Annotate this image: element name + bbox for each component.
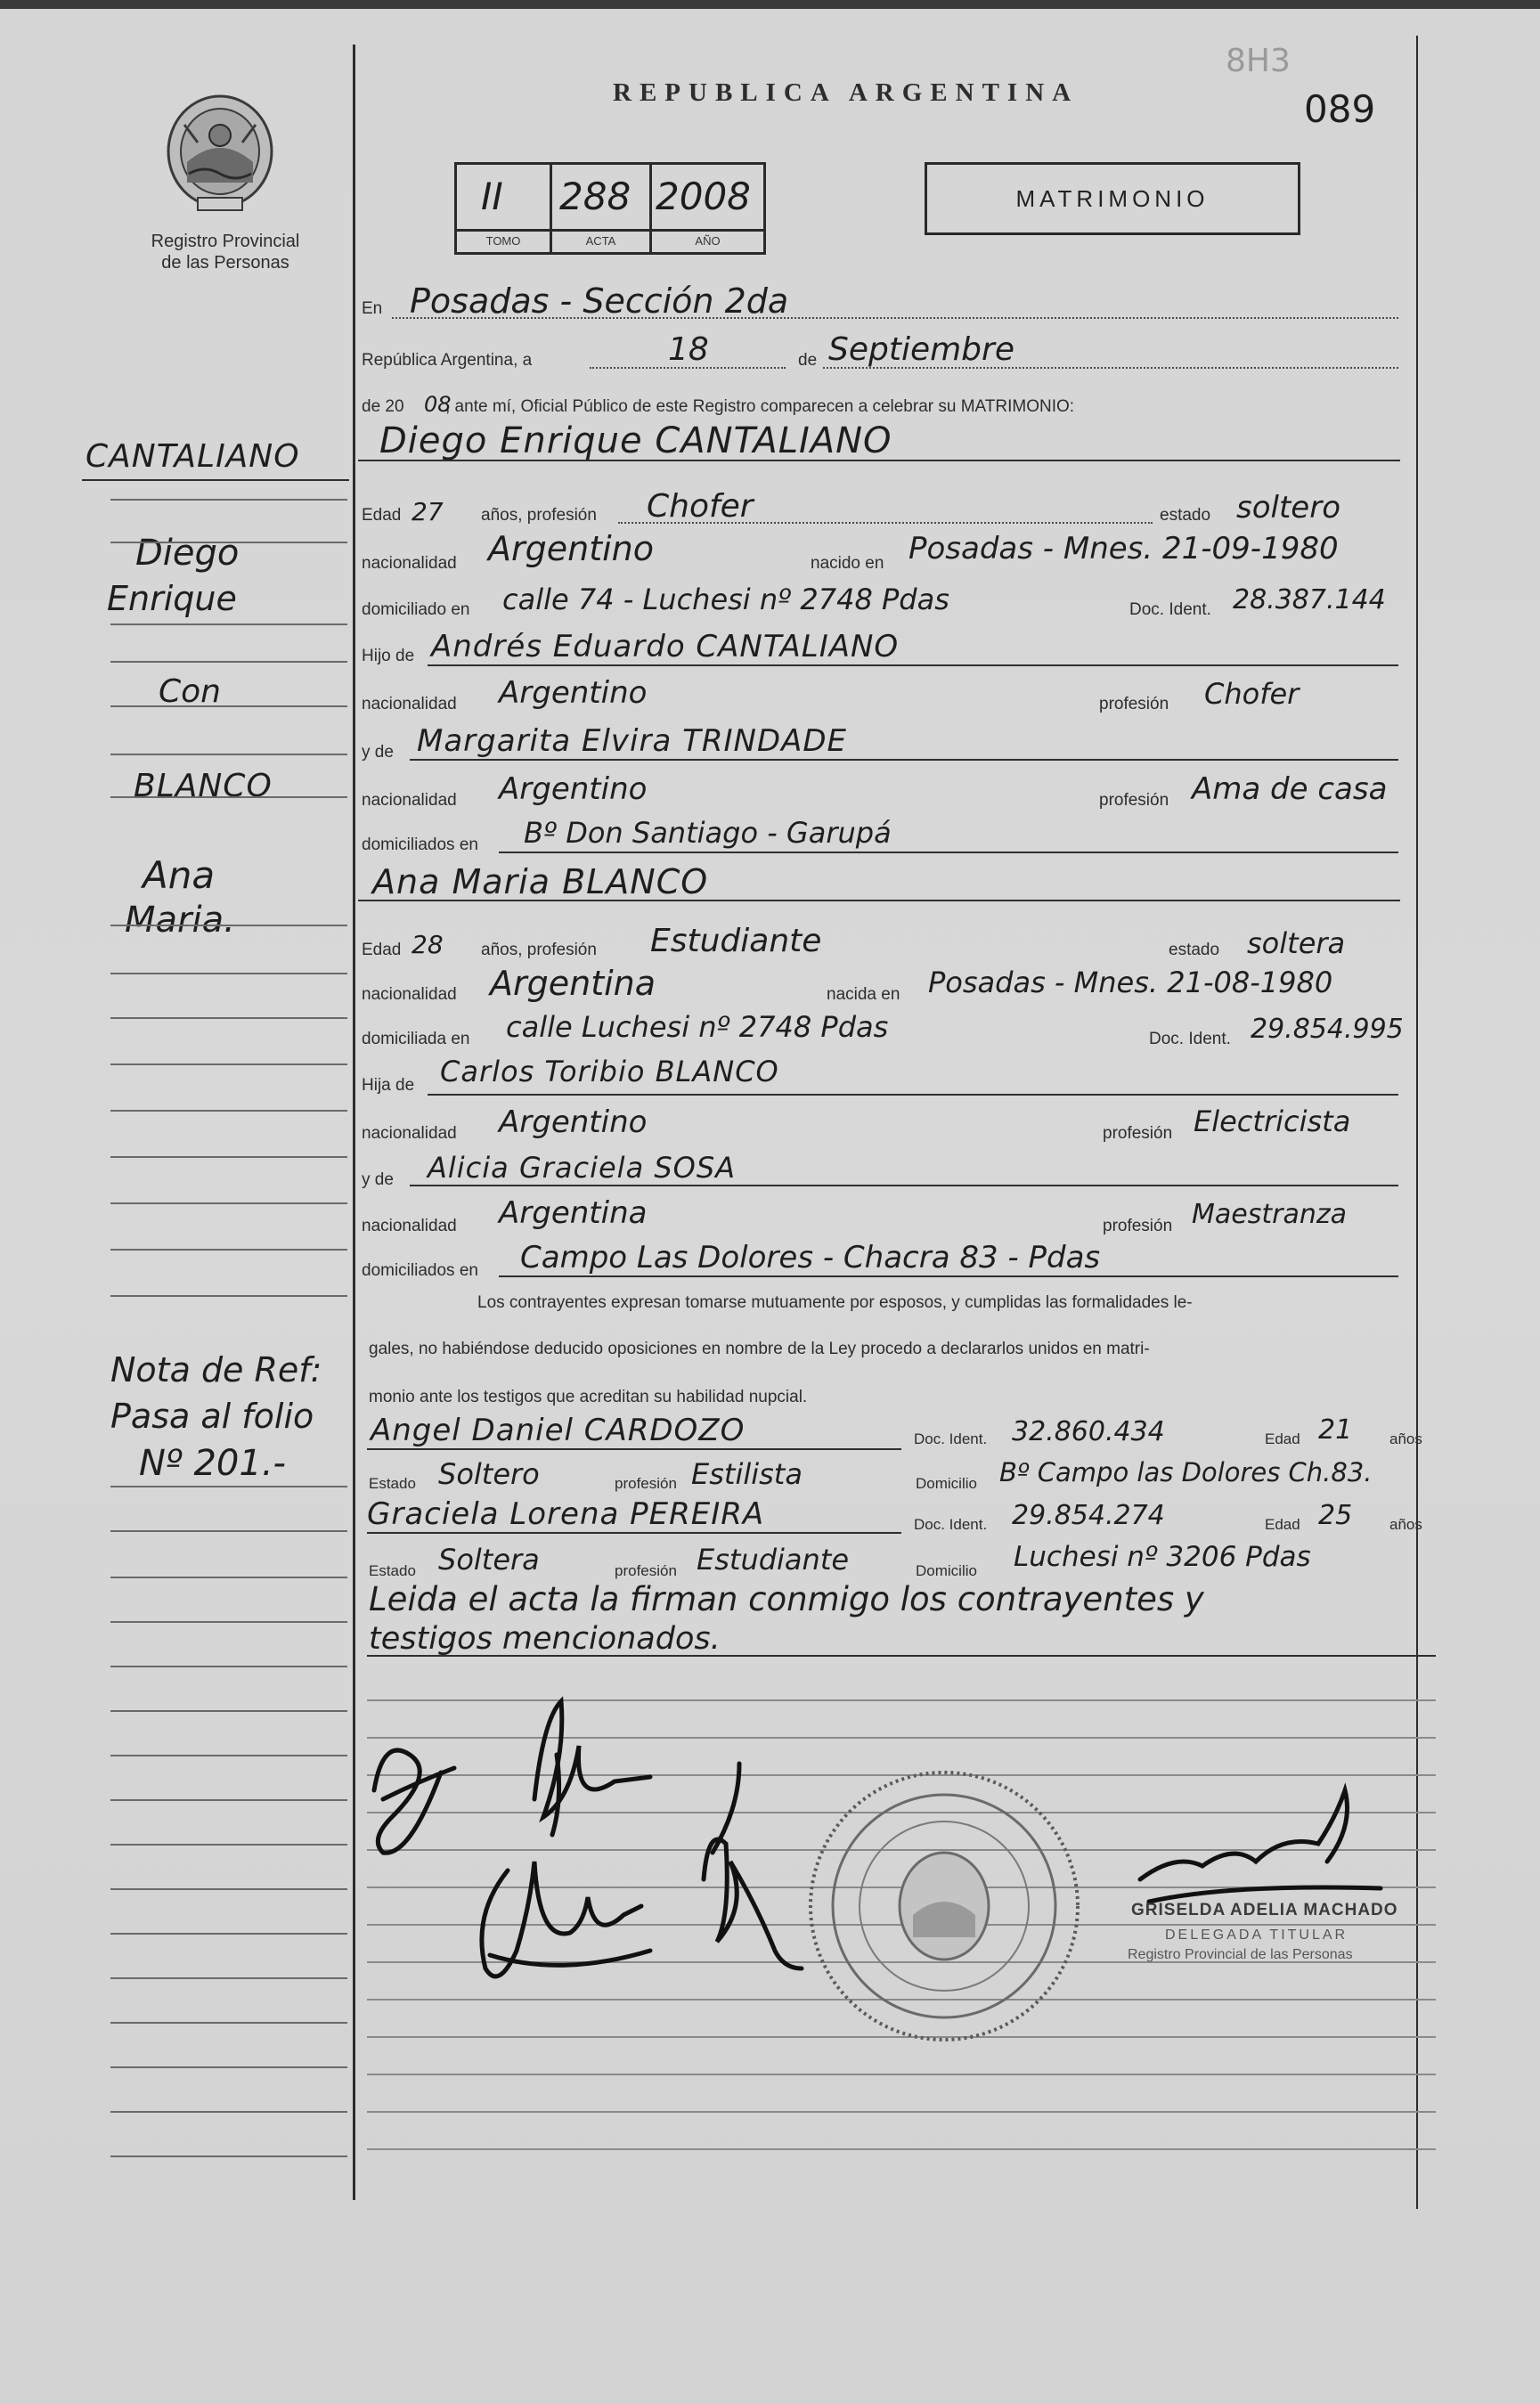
margin-rule	[110, 623, 347, 625]
groom-edad-label: Edad	[362, 506, 402, 525]
groom-doc: 28.387.144	[1233, 584, 1386, 615]
bride-mother-line	[410, 1185, 1398, 1186]
groom-nacionalidad: Argentino	[488, 529, 654, 568]
day-value: 18	[668, 331, 709, 368]
witness1-name: Angel Daniel CARDOZO	[371, 1413, 746, 1448]
anio-value: 2008	[656, 175, 751, 218]
bride-edad-label: Edad	[362, 941, 402, 959]
groom-mother-prof-label: profesión	[1099, 791, 1169, 810]
witness2-prof: Estudiante	[697, 1543, 850, 1577]
margin-rule	[110, 1755, 347, 1756]
tomo-cell	[454, 162, 552, 232]
groom-yde-label: y de	[362, 743, 394, 762]
place-value: Posadas - Sección 2da	[410, 281, 789, 321]
witness2-edad-label: Edad	[1265, 1516, 1300, 1533]
left-column-divider	[353, 45, 355, 2200]
groom-mother-nac-label: nacionalidad	[362, 791, 457, 810]
bride-mother-prof: Maestranza	[1192, 1199, 1347, 1230]
witness2-name-line	[367, 1532, 901, 1534]
margin-rule	[110, 1486, 347, 1487]
closing-line-rule	[367, 1655, 1436, 1657]
witness1-prof: Estilista	[691, 1457, 803, 1491]
official-seal-icon	[802, 1764, 1087, 2049]
bride-mother: Alicia Graciela SOSA	[428, 1151, 737, 1185]
margin-groom-surname: CANTALIANO	[86, 438, 300, 475]
record-type-box: MATRIMONIO	[925, 162, 1300, 235]
margin-bride-surname: BLANCO	[134, 768, 273, 804]
body-rule	[367, 2148, 1436, 2150]
groom-father-line	[428, 664, 1398, 666]
bride-parents-dom: Campo Las Dolores - Chacra 83 - Pdas	[520, 1240, 1101, 1275]
en-label: En	[362, 299, 383, 318]
scan-edge	[0, 0, 1540, 9]
margin-rule	[110, 1577, 347, 1578]
groom-mother-nac: Argentino	[499, 771, 648, 807]
margin-rule	[110, 1710, 347, 1712]
groom-nacido: Posadas - Mnes. 21-09-1980	[909, 531, 1339, 566]
groom-mother: Margarita Elvira TRINDADE	[417, 723, 848, 759]
ra-label: República Argentina, a	[362, 351, 533, 370]
bride-nacida: Posadas - Mnes. 21-08-1980	[928, 966, 1333, 999]
official-name: GRISELDA ADELIA MACHADO	[1131, 1901, 1398, 1919]
bride-domicilio: calle Luchesi nº 2748 Pdas	[506, 1010, 889, 1044]
witness1-estado: Soltero	[438, 1457, 540, 1491]
margin-rule	[110, 499, 347, 501]
bride-hija-label: Hija de	[362, 1076, 415, 1095]
groom-profesion: Chofer	[647, 488, 754, 525]
page-number: 089	[1304, 87, 1376, 131]
groom-full-name: Diego Enrique CANTALIANO	[379, 420, 892, 461]
country-title: REPUBLICA ARGENTINA	[613, 78, 1080, 107]
bride-mother-nac: Argentina	[499, 1195, 648, 1231]
official-office: Registro Provincial de las Personas	[1128, 1947, 1353, 1962]
acta-label: ACTA	[550, 232, 652, 255]
witness1-doc: 32.860.434	[1012, 1416, 1165, 1447]
bride-nacionalidad: Argentina	[490, 964, 656, 1003]
margin-bride-name2: Maria.	[125, 900, 235, 941]
groom-nac-label: nacionalidad	[362, 554, 457, 573]
witness2-doc: 29.854.274	[1012, 1500, 1165, 1531]
groom-dom-label: domiciliado en	[362, 600, 470, 619]
bride-dom-label: domiciliada en	[362, 1030, 470, 1048]
groom-estado: soltero	[1236, 490, 1340, 526]
witness2-dom-label: Domicilio	[916, 1562, 977, 1579]
registry-line2: de las Personas	[161, 253, 289, 273]
bride-parents-line	[499, 1275, 1398, 1277]
margin-rule	[110, 661, 347, 663]
bride-parents-dom-label: domiciliados en	[362, 1261, 478, 1280]
year-sentence-pre: de 20	[362, 397, 404, 416]
margin-rule	[110, 1202, 347, 1204]
tomo-label: TOMO	[454, 232, 552, 255]
bride-doc: 29.854.995	[1251, 1014, 1404, 1045]
groom-father-nac-label: nacionalidad	[362, 695, 457, 713]
groom-parents-dom-label: domiciliados en	[362, 835, 478, 854]
groom-father-prof: Chofer	[1204, 677, 1300, 711]
witness1-doc-label: Doc. Ident.	[914, 1430, 988, 1447]
margin-line-1	[82, 479, 349, 481]
margin-rule	[110, 2022, 347, 2024]
margin-rule	[110, 542, 347, 543]
bride-father-prof: Electricista	[1194, 1104, 1351, 1138]
margin-rule	[110, 705, 347, 707]
groom-father-nac: Argentino	[499, 675, 648, 711]
margin-rule	[110, 973, 347, 974]
margin-rule	[110, 1063, 347, 1065]
margin-rule	[110, 1666, 347, 1667]
margin-rule	[110, 1799, 347, 1801]
acta-value: 288	[559, 175, 631, 218]
margin-rule	[110, 754, 347, 755]
groom-name-line	[358, 460, 1400, 461]
act-number-boxes	[454, 162, 766, 260]
tomo-value: II	[481, 175, 503, 218]
bride-mother-nac-label: nacionalidad	[362, 1217, 457, 1235]
bride-nacida-label: nacida en	[827, 985, 900, 1004]
witness2-prof-label: profesión	[615, 1562, 677, 1579]
groom-doc-label: Doc. Ident.	[1129, 600, 1211, 619]
body-rule	[367, 2111, 1436, 2113]
groom-domicilio: calle 74 - Luchesi nº 2748 Pdas	[502, 583, 949, 616]
closing-line1: Leida el acta la firman conmigo los contrayentes y	[369, 1580, 1204, 1618]
margin-rule	[110, 1977, 347, 1979]
groom-estado-label: estado	[1160, 506, 1211, 525]
witness2-doc-label: Doc. Ident.	[914, 1516, 988, 1533]
witness2-estado: Soltera	[438, 1543, 540, 1577]
margin-rule	[110, 1844, 347, 1846]
pencil-note: 8H3	[1226, 43, 1291, 79]
bride-father-line	[428, 1094, 1398, 1096]
margin-rule	[110, 2111, 347, 2113]
margin-rule	[110, 1249, 347, 1251]
margin-rule	[110, 925, 347, 926]
bride-nac-label: nacionalidad	[362, 985, 457, 1004]
margin-note1: Nota de Ref:	[110, 1350, 322, 1389]
year-suffix: 08	[424, 392, 452, 417]
witness1-edad-label: Edad	[1265, 1430, 1300, 1447]
groom-father-prof-label: profesión	[1099, 695, 1169, 713]
bride-father-prof-label: profesión	[1103, 1124, 1173, 1143]
groom-anos-prof-label: años, profesión	[481, 506, 597, 525]
margin-rule	[110, 1156, 347, 1158]
witness1-estado-label: Estado	[369, 1475, 416, 1492]
witness2-name: Graciela Lorena PEREIRA	[367, 1496, 765, 1532]
anio-label: AÑO	[649, 232, 766, 255]
witness1-edad: 21	[1318, 1414, 1353, 1446]
month-value: Septiembre	[828, 331, 1014, 368]
closing-line2: testigos mencionados.	[369, 1621, 721, 1657]
year-sentence-post: , ante mí, Oficial Público de este Registro comparecen a celebrar su MATRIMONIO:	[445, 397, 1075, 416]
groom-mother-line	[410, 759, 1398, 761]
margin-rule	[110, 1933, 347, 1935]
margin-groom-name1: Diego	[135, 533, 240, 574]
province-coat-of-arms-icon	[162, 89, 278, 223]
groom-nacido-label: nacido en	[811, 554, 884, 573]
witness2-dom: Luchesi nº 3206 Pdas	[1014, 1541, 1311, 1573]
witness1-prof-label: profesión	[615, 1475, 677, 1492]
bride-yde-label: y de	[362, 1170, 394, 1189]
margin-groom-name2: Enrique	[107, 579, 237, 618]
official-title: DELEGADA TITULAR	[1165, 1927, 1349, 1943]
bride-father-nac-label: nacionalidad	[362, 1124, 457, 1143]
groom-father: Andrés Eduardo CANTALIANO	[431, 629, 900, 664]
declaration-line3: monio ante los testigos que acreditan su habilidad nupcial.	[369, 1388, 808, 1406]
bride-profesion: Estudiante	[650, 923, 822, 959]
bride-estado-label: estado	[1169, 941, 1220, 959]
groom-parents-dom: Bº Don Santiago - Garupá	[524, 816, 892, 850]
bride-edad: 28	[411, 930, 444, 959]
margin-note2: Pasa al folio	[110, 1397, 314, 1436]
registry-line1: Registro Provincial	[151, 232, 300, 251]
groom-parents-line	[499, 852, 1398, 853]
margin-rule	[110, 2155, 347, 2157]
bride-estado: soltera	[1247, 926, 1346, 960]
witness2-anos-label: años	[1389, 1516, 1422, 1533]
witness1-dom: Bº Campo las Dolores Ch.83.	[999, 1457, 1373, 1487]
witness1-dom-label: Domicilio	[916, 1475, 977, 1492]
margin-rule	[110, 2066, 347, 2068]
de-label: de	[798, 351, 818, 370]
margin-note3: Nº 201.-	[139, 1443, 286, 1484]
bride-anos-prof-label: años, profesión	[481, 941, 597, 959]
bride-father-nac: Argentino	[499, 1104, 648, 1140]
margin-rule	[110, 1530, 347, 1532]
bride-name-line	[358, 900, 1400, 901]
witness1-name-line	[367, 1448, 901, 1450]
groom-edad: 27	[411, 497, 444, 526]
bride-mother-prof-label: profesión	[1103, 1217, 1173, 1235]
bride-father: Carlos Toribio BLANCO	[440, 1055, 779, 1088]
declaration-line2: gales, no habiéndose deducido oposiciones en nombre de la Ley procedo a declararlos unidos en matri-	[369, 1340, 1150, 1358]
groom-hijo-label: Hijo de	[362, 647, 415, 665]
declaration-line1: Los contrayentes expresan tomarse mutuamente por esposos, y cumplidas las formalidades le-	[477, 1293, 1193, 1312]
margin-rule	[110, 1110, 347, 1112]
witness2-edad: 25	[1318, 1500, 1353, 1531]
margin-rule	[110, 796, 347, 798]
groom-mother-prof: Ama de casa	[1192, 771, 1388, 807]
margin-rule	[110, 1017, 347, 1019]
witness2-estado-label: Estado	[369, 1562, 416, 1579]
margin-rule	[110, 1621, 347, 1623]
bride-full-name: Ana Maria BLANCO	[372, 862, 709, 901]
margin-rule	[110, 1295, 347, 1297]
body-rule	[367, 2074, 1436, 2075]
bride-doc-label: Doc. Ident.	[1149, 1030, 1231, 1048]
witness1-anos-label: años	[1389, 1430, 1422, 1447]
margin-con: Con	[159, 673, 221, 710]
margin-bride-name1: Ana	[143, 853, 216, 897]
margin-rule	[110, 1888, 347, 1890]
